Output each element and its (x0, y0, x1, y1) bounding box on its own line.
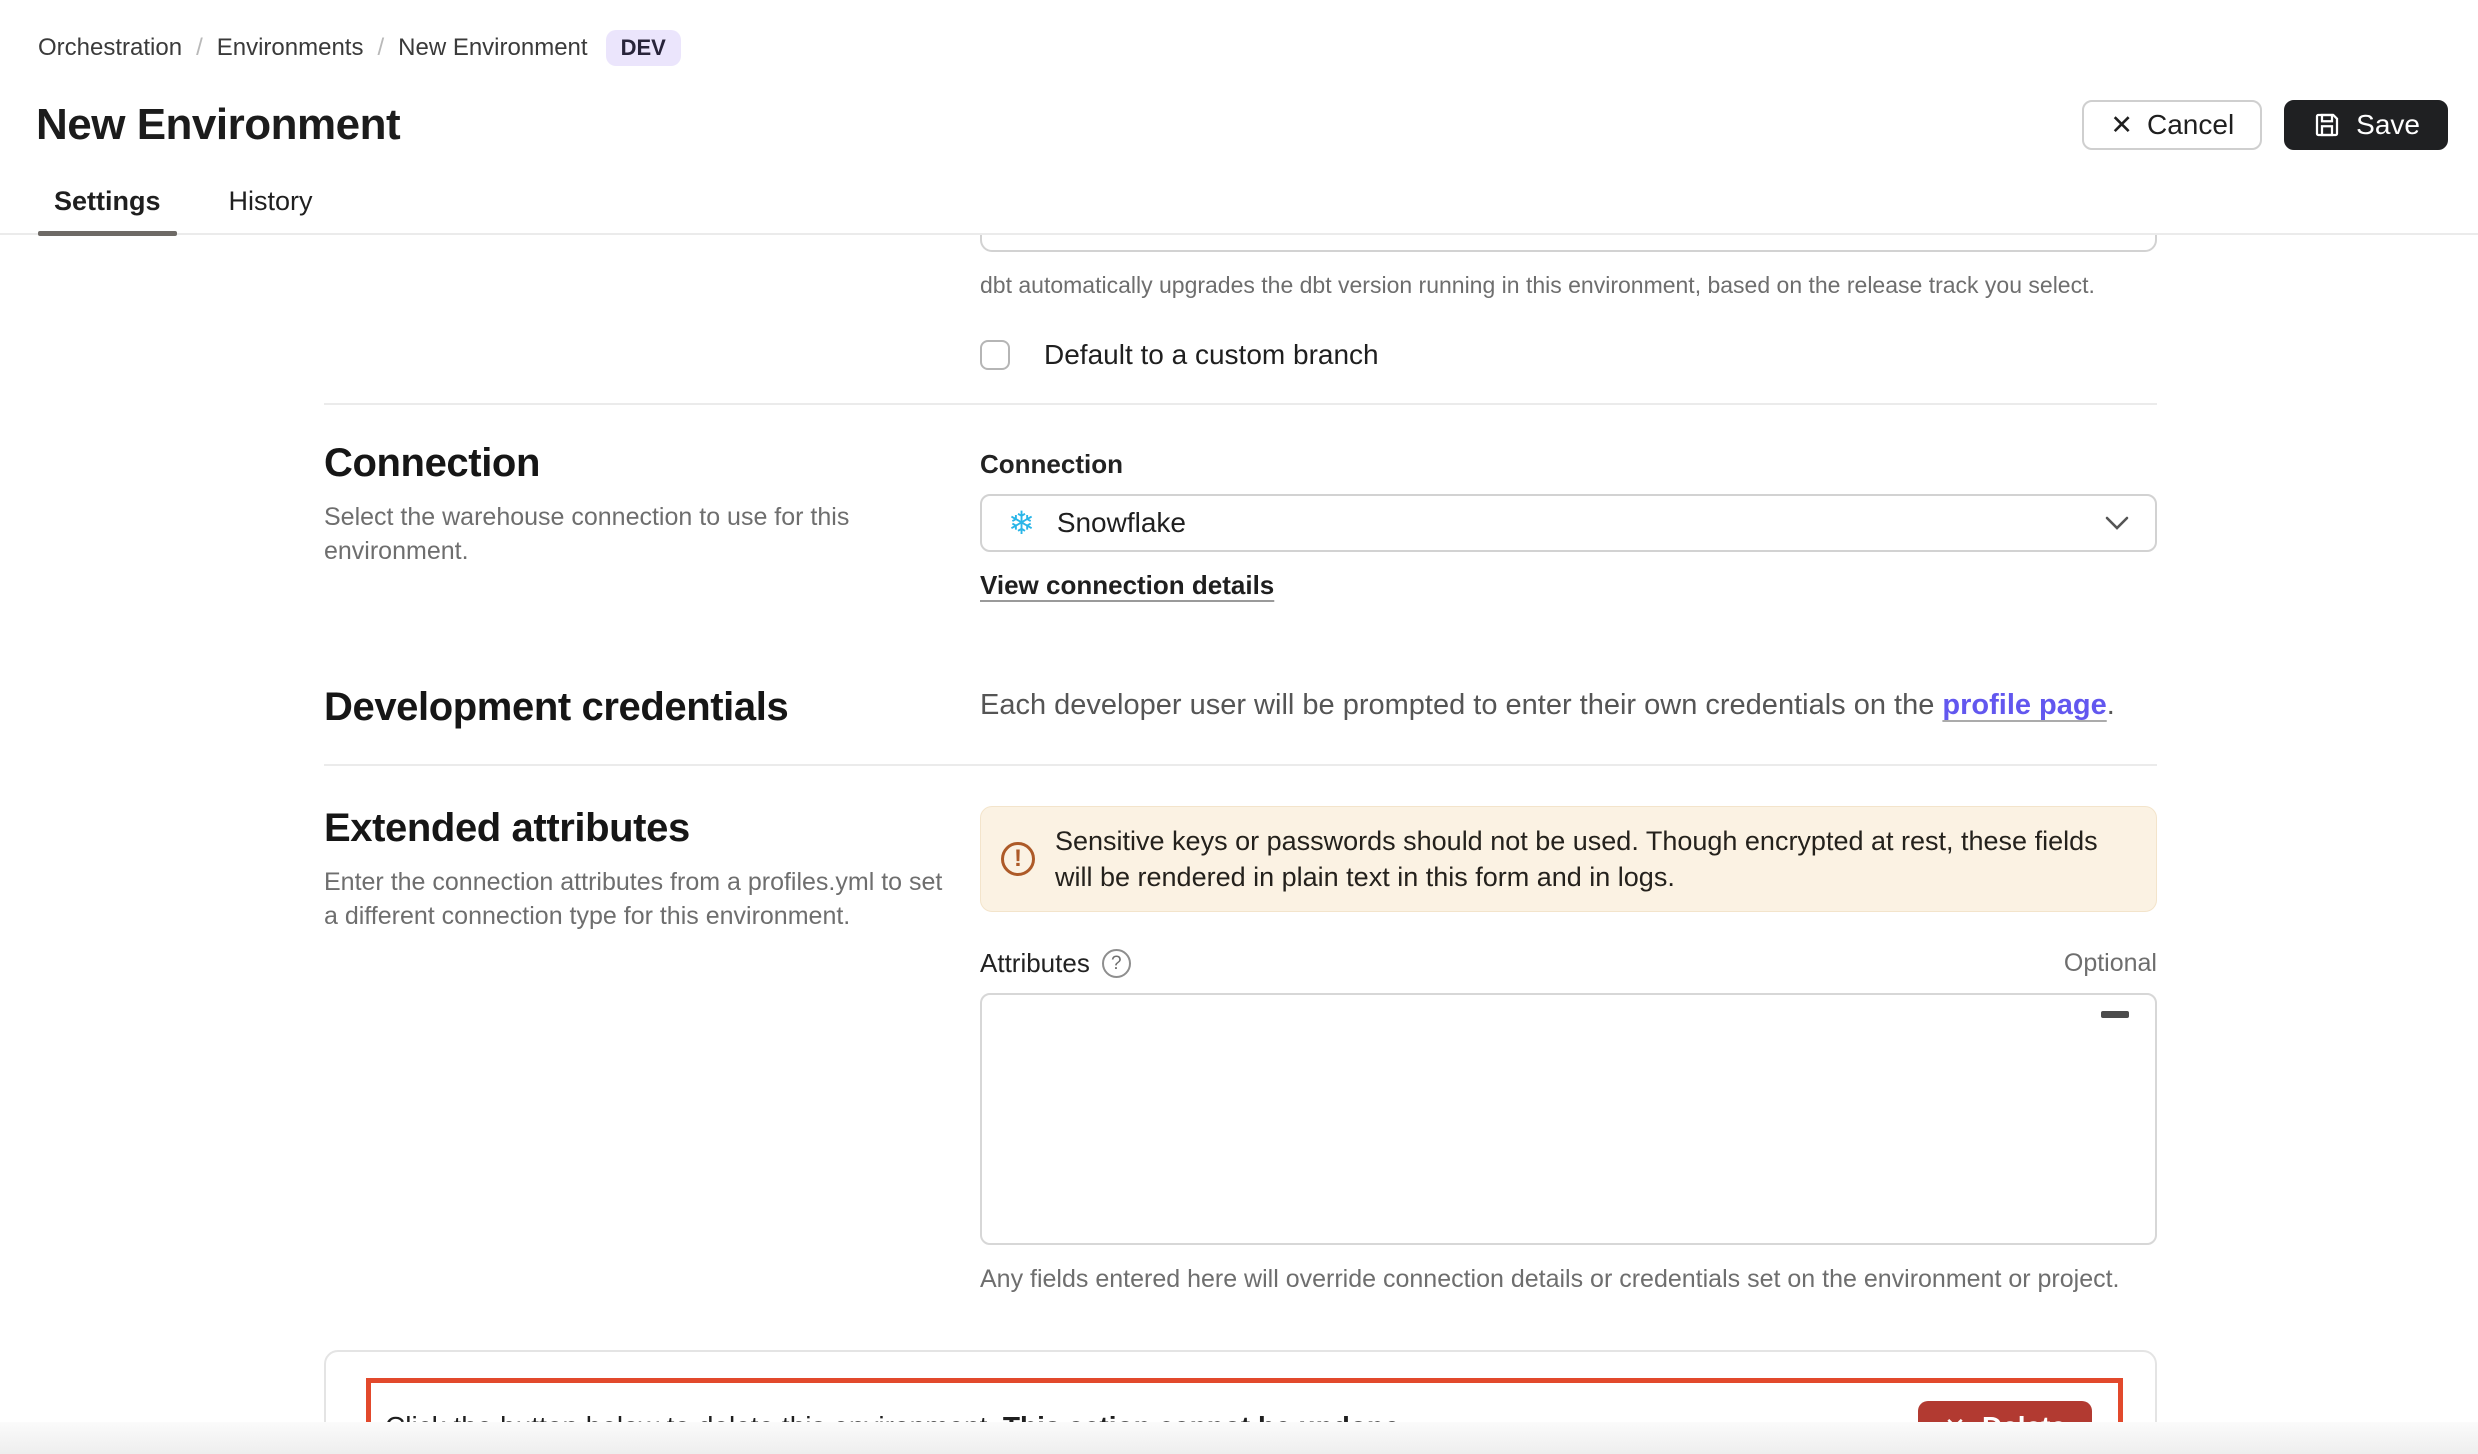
tab-history[interactable]: History (228, 186, 313, 216)
extended-attributes-heading: Extended attributes (324, 806, 690, 850)
breadcrumb (0, 0, 2478, 66)
connection-selected-value: Snowflake (1056, 507, 1186, 538)
breadcrumb-separator: / (377, 34, 385, 61)
view-connection-details-link[interactable]: View connection details (980, 570, 1275, 600)
page-bottom-gradient (0, 1422, 2478, 1454)
breadcrumb-new-environment[interactable]: New Environment (398, 34, 588, 61)
title-row (0, 66, 2478, 150)
connection-field-label: Connection (980, 449, 1123, 479)
dev-credentials-section (324, 631, 2157, 764)
settings-form (324, 235, 2157, 1454)
dev-credentials-text-after: . (2106, 689, 2115, 721)
attributes-label-row (980, 948, 2157, 979)
dev-credentials-text (980, 685, 2157, 725)
save-button-label: Save (2356, 109, 2420, 140)
collapse-fold-icon[interactable] (2101, 1011, 2129, 1018)
header-actions (2082, 100, 2448, 150)
extended-attributes-section (324, 766, 2157, 1294)
snowflake-icon: ❄ (1008, 505, 1035, 541)
chevron-down-icon (2105, 516, 2129, 530)
cancel-button[interactable] (2082, 100, 2262, 150)
tab-bar (0, 176, 2478, 235)
attributes-editor[interactable] (980, 993, 2157, 1245)
custom-branch-row (980, 339, 2157, 371)
attributes-label: Attributes (980, 948, 1090, 978)
extended-attributes-description: Enter the connection attributes from a profiles.yml to set a different connection type for this environment. (324, 868, 943, 930)
profile-page-link[interactable]: profile page (1942, 689, 2107, 721)
attributes-editor-helper: Any fields entered here will override connection details or credentials set on the environment or project. (980, 1265, 2120, 1293)
custom-branch-checkbox[interactable] (980, 340, 1010, 370)
help-icon[interactable]: ? (1102, 949, 1131, 978)
dev-credentials-text-before: Each developer user will be prompted to enter their own credentials on the (980, 689, 1943, 721)
sensitive-keys-warning-banner (980, 806, 2157, 912)
warning-icon: ! (1001, 842, 1035, 876)
breadcrumb-orchestration[interactable]: Orchestration (38, 34, 183, 61)
connection-section (324, 405, 2157, 631)
environment-type-badge: DEV (606, 30, 681, 66)
cancel-button-label: Cancel (2147, 109, 2235, 140)
connection-description: Select the warehouse connection to use for this environment. (324, 503, 850, 565)
tab-settings[interactable]: Settings (46, 176, 169, 233)
custom-branch-label: Default to a custom branch (1044, 339, 1379, 370)
breadcrumb-environments[interactable]: Environments (216, 34, 364, 61)
dev-credentials-heading: Development credentials (324, 685, 789, 729)
save-icon (2312, 110, 2342, 140)
warning-text: Sensitive keys or passwords should not be used. Though encrypted at rest, these fields will be rendered in plain text in this form and in logs. (1055, 826, 2098, 892)
save-button[interactable] (2284, 100, 2448, 150)
release-track-row (324, 235, 2157, 403)
connection-heading: Connection (324, 441, 540, 485)
connection-select[interactable] (980, 494, 2157, 552)
optional-label: Optional (2063, 949, 2157, 977)
page-title: New Environment (36, 100, 401, 149)
close-icon: ✕ (2110, 109, 2133, 140)
breadcrumb-separator: / (196, 34, 203, 61)
release-track-select-partial[interactable] (980, 235, 2157, 252)
release-track-helper: dbt automatically upgrades the dbt version running in this environment, based on the release track you select. (980, 272, 2095, 298)
